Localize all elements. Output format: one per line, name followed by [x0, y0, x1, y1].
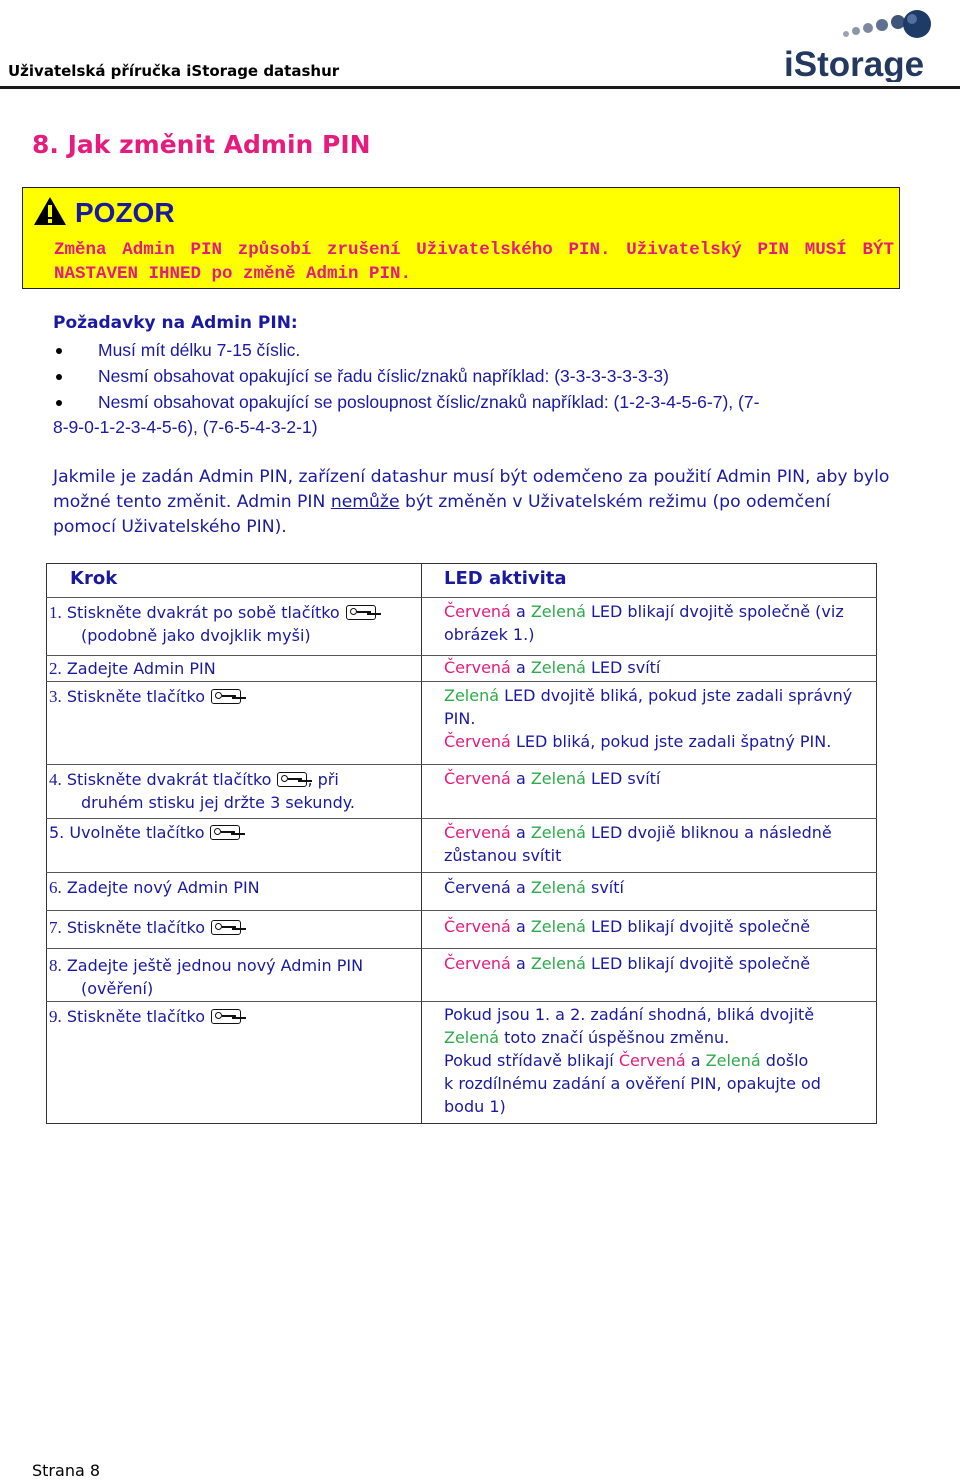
table-row: 2. Zadejte Admin PIN: [49, 659, 216, 678]
header-divider: [0, 86, 960, 89]
key-button-icon: [277, 772, 307, 787]
table-row: 7. Stiskněte tlačítko: [49, 916, 241, 939]
logo-text: iStorage: [784, 45, 925, 82]
warning-box: [22, 187, 900, 289]
table-row-divider: [46, 1001, 877, 1002]
table-row-divider: [46, 872, 877, 873]
warning-text: Změna Admin PIN způsobí zrušení Uživatelského PIN. Uživatelský PIN MUSÍ BÝT NASTAVEN IHNED po změně Admin PIN.: [54, 240, 894, 284]
page-number: Strana 8: [32, 1461, 101, 1480]
table-row: 3. Stiskněte tlačítko: [49, 685, 241, 708]
table-row-divider: [46, 764, 877, 765]
table-row: 1. Stiskněte dvakrát po sobě tlačítko (podobně jako dvojklik myši): [49, 601, 376, 647]
requirement-item: Nesmí obsahovat opakující se řadu číslic/znaků například: (3-3-3-3-3-3-3): [53, 363, 913, 389]
led-activity: Červená a Zelená LED svítí: [444, 658, 661, 677]
table-row-divider: [46, 681, 877, 682]
bullet-icon: [56, 348, 62, 354]
key-button-icon: [211, 1009, 241, 1024]
led-activity: Zelená LED dvojitě bliká, pokud jste zadali správný PIN. Červená LED bliká, pokud jste zadali špatný PIN.: [444, 686, 853, 751]
led-activity: Pokud jsou 1. a 2. zadání shodná, bliká dvojitě Zelená toto značí úspěšnou změnu. Pokud střídavě blikají Červená a Zelená došlo k rozdílnému zadání a ověření PIN, opakujte od bodu 1): [444, 1005, 821, 1116]
key-button-icon: [210, 825, 240, 840]
led-activity: Červená a Zelená LED dvojiě bliknou a následně zůstanou svítit: [444, 823, 832, 865]
table-row: 6. Zadejte nový Admin PIN: [49, 878, 260, 897]
table-column-divider: [421, 563, 422, 1124]
bullet-icon: [56, 374, 62, 380]
table-row: 5. Uvolněte tlačítko: [49, 821, 240, 844]
led-activity: Červená a Zelená LED blikají dvojitě společně: [444, 954, 811, 973]
underlined-word: nemůže: [330, 492, 400, 512]
table-row-divider: [46, 818, 877, 819]
led-activity: Červená a Zelená LED blikají dvojitě společně: [444, 917, 811, 936]
led-activity: Červená a Zelená LED blikají dvojitě společně (viz obrázek 1.): [444, 602, 844, 644]
key-button-icon: [211, 689, 241, 704]
led-activity: Červená a Zelená LED svítí: [444, 769, 661, 788]
warning-title: POZOR: [75, 197, 175, 228]
requirement-item: Musí mít délku 7-15 číslic.: [53, 337, 913, 363]
requirements-title: Požadavky na Admin PIN:: [53, 313, 298, 333]
key-button-icon: [211, 920, 241, 935]
requirement-item-continuation: 8-9-0-1-2-3-4-5-6), (7-6-5-4-3-2-1): [53, 417, 318, 437]
table-row: 9. Stiskněte tlačítko: [49, 1005, 241, 1028]
led-activity: Červená a Zelená svítí: [444, 878, 624, 897]
table-header-led: LED aktivita: [444, 568, 567, 589]
key-button-icon: [346, 605, 376, 620]
table-row-divider: [46, 910, 877, 911]
admin-pin-paragraph: Jakmile je zadán Admin PIN, zařízení datashur musí být odemčeno za použití Admin PIN, aby bylo možné tento změnit. Admin PIN nemůže být změněn v Uživatelském režimu (po odemčení pomocí Uživatelského PIN).: [53, 467, 890, 537]
table-row-divider: [46, 597, 877, 598]
table-row: 4. Stiskněte dvakrát tlačítko , při druhém stisku jej držte 3 sekundy.: [49, 770, 356, 812]
requirement-item: Nesmí obsahovat opakující se posloupnost číslic/znaků například: (1-2-3-4-5-6-7), (7-: [53, 389, 913, 415]
warning-triangle-icon: [33, 196, 67, 226]
section-heading: 8. Jak změnit Admin PIN: [32, 130, 371, 159]
istorage-logo: [784, 4, 954, 82]
document-header-title: Uživatelská příručka iStorage datashur: [8, 62, 340, 80]
bullet-icon: [56, 400, 62, 406]
table-header-step: Krok: [70, 568, 118, 589]
table-row-divider: [46, 948, 877, 949]
table-row: 8. Zadejte ještě jednou nový Admin PIN (ověření): [49, 956, 364, 998]
